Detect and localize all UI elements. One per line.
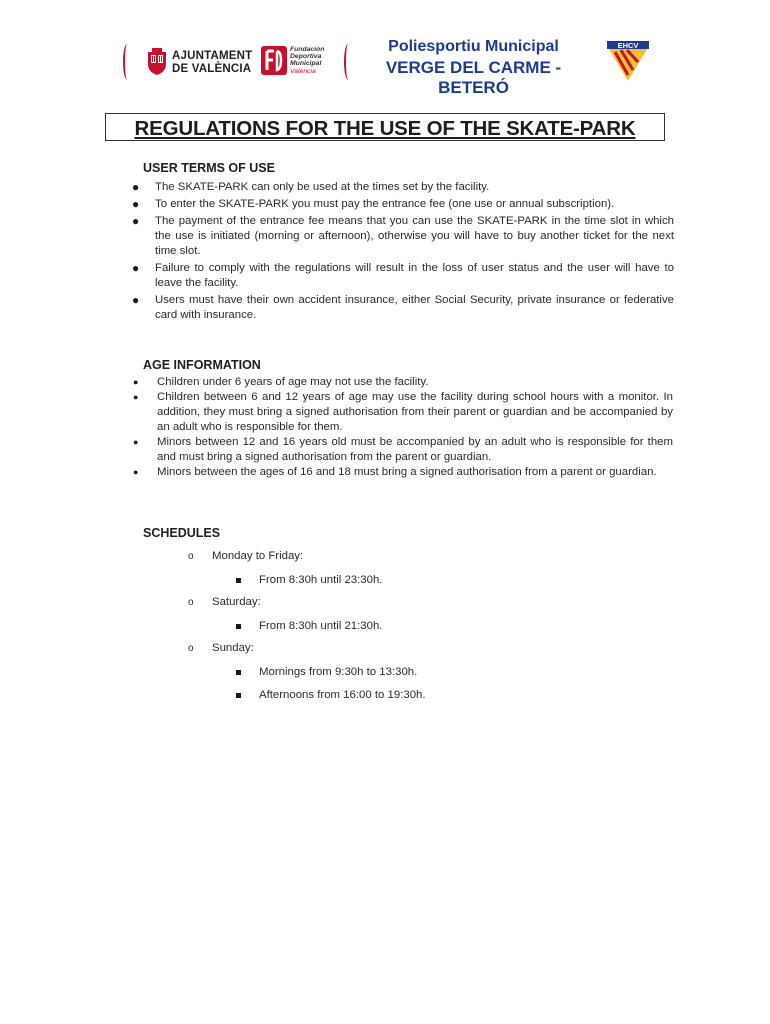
list-item	[133, 465, 673, 480]
list-item	[132, 261, 674, 291]
list-item-text: To enter the SKATE-PARK you must pay the entrance fee (one use or annual subscription).	[155, 198, 615, 210]
header-logos	[0, 0, 770, 100]
age-information-list	[133, 375, 673, 480]
schedule-slot	[259, 574, 382, 586]
schedule-day-saturday	[188, 596, 261, 608]
age-information-heading: AGE INFORMATION	[143, 358, 261, 372]
list-item-text: The SKATE-PARK can only be used at the times set by the facility.	[155, 181, 490, 193]
fundacion-line1: Fundación	[290, 46, 325, 53]
bullet-icon: ●	[132, 214, 140, 228]
schedule-day-weekdays	[188, 550, 304, 562]
fundacion-line2: Deportiva	[290, 53, 322, 61]
user-terms-list	[132, 180, 674, 325]
schedule-slot-text: Mornings from 9:30h to 13:30h.	[259, 666, 418, 678]
decorative-arc	[123, 44, 131, 80]
polideportivo-name-line2: VERGE DEL CARME - BETERÓ	[385, 58, 562, 97]
bullet-icon: ●	[133, 377, 139, 387]
list-item-text: Failure to comply with the regulations will result in the loss of user status and the user will have to leave the facility.	[155, 262, 674, 289]
ajuntament-line1: AJUNTAMENT	[172, 50, 253, 62]
schedules-heading: SCHEDULES	[143, 526, 221, 540]
list-item	[133, 435, 673, 465]
fundacion-logo-text	[290, 46, 324, 75]
schedule-day-label: Saturday:	[212, 596, 261, 608]
square-bullet-icon	[236, 693, 241, 698]
decorative-arc	[344, 44, 352, 80]
list-item	[132, 180, 674, 195]
bullet-icon: ●	[132, 261, 140, 275]
list-item	[132, 214, 674, 259]
square-bullet-icon	[236, 624, 241, 629]
list-item-text: The payment of the entrance fee means that you can use the SKATE-PARK in the time slot in which the use is initiated (morning or afternoon), otherwise you will have to buy another ticket for the next time slot.	[155, 215, 674, 257]
list-item	[133, 390, 673, 435]
fundacion-line4: Valencia	[290, 67, 316, 75]
schedule-day-sunday	[188, 642, 254, 654]
fundacion-line3: Municipal	[290, 60, 322, 68]
list-item	[132, 197, 674, 212]
list-item-text: Users must have their own accident insurance, either Social Security, private insurance or federative card with insurance.	[155, 294, 674, 321]
schedule-slot	[259, 620, 382, 632]
schedule-slot-text: From 8:30h until 23:30h.	[259, 574, 383, 586]
list-item	[132, 293, 674, 323]
bullet-icon: ●	[133, 437, 139, 447]
ajuntament-logo-text	[172, 50, 252, 75]
bullet-icon: ●	[132, 197, 140, 211]
list-item-text: Minors between the ages of 16 and 18 must bring a signed authorisation from a parent or guardian.	[157, 466, 657, 478]
schedule-slot-text: Afternoons from 16:00 to 19:30h.	[259, 689, 426, 701]
document-title: REGULATIONS FOR THE USE OF THE SKATE-PARK	[134, 117, 636, 140]
square-bullet-icon	[236, 670, 241, 675]
schedule-day-label: Monday to Friday:	[212, 550, 304, 562]
list-item-text: Children between 6 and 12 years of age may use the facility during school hours with a monitor. In addition, they must bring a signed authorisation from their parent or guardian and be accompanied by an adult who is responsible for them.	[157, 391, 673, 433]
schedule-slot-text: From 8:30h until 21:30h.	[259, 620, 383, 632]
user-terms-heading: USER TERMS OF USE	[143, 161, 275, 175]
schedule-day-label: Sunday:	[212, 642, 254, 654]
circle-bullet-icon: o	[188, 597, 194, 608]
list-item-text: Minors between 12 and 16 years old must be accompanied by an adult who is responsible for them and must bring a signed authorisation from the parent or guardian.	[157, 436, 673, 463]
circle-bullet-icon: o	[188, 551, 194, 562]
list-item-text: Children under 6 years of age may not use the facility.	[157, 376, 429, 388]
bullet-icon: ●	[132, 293, 140, 307]
fundacion-logo	[261, 46, 287, 75]
ehcv-logo	[605, 40, 651, 82]
circle-bullet-icon: o	[188, 643, 194, 654]
ajuntament-crest-logo	[145, 46, 169, 76]
bullet-icon: ●	[133, 392, 139, 402]
ehcv-logo-text: EHCV	[617, 41, 639, 50]
polideportivo-name-line1: Poliesportiu Municipal	[388, 38, 559, 55]
square-bullet-icon	[236, 578, 241, 583]
ajuntament-line2: DE VALÈNCIA	[172, 62, 252, 75]
bullet-icon: ●	[133, 467, 139, 477]
bullet-icon: ●	[132, 180, 140, 194]
schedule-slot	[259, 689, 426, 701]
list-item	[133, 375, 673, 390]
schedule-slot	[259, 666, 417, 678]
